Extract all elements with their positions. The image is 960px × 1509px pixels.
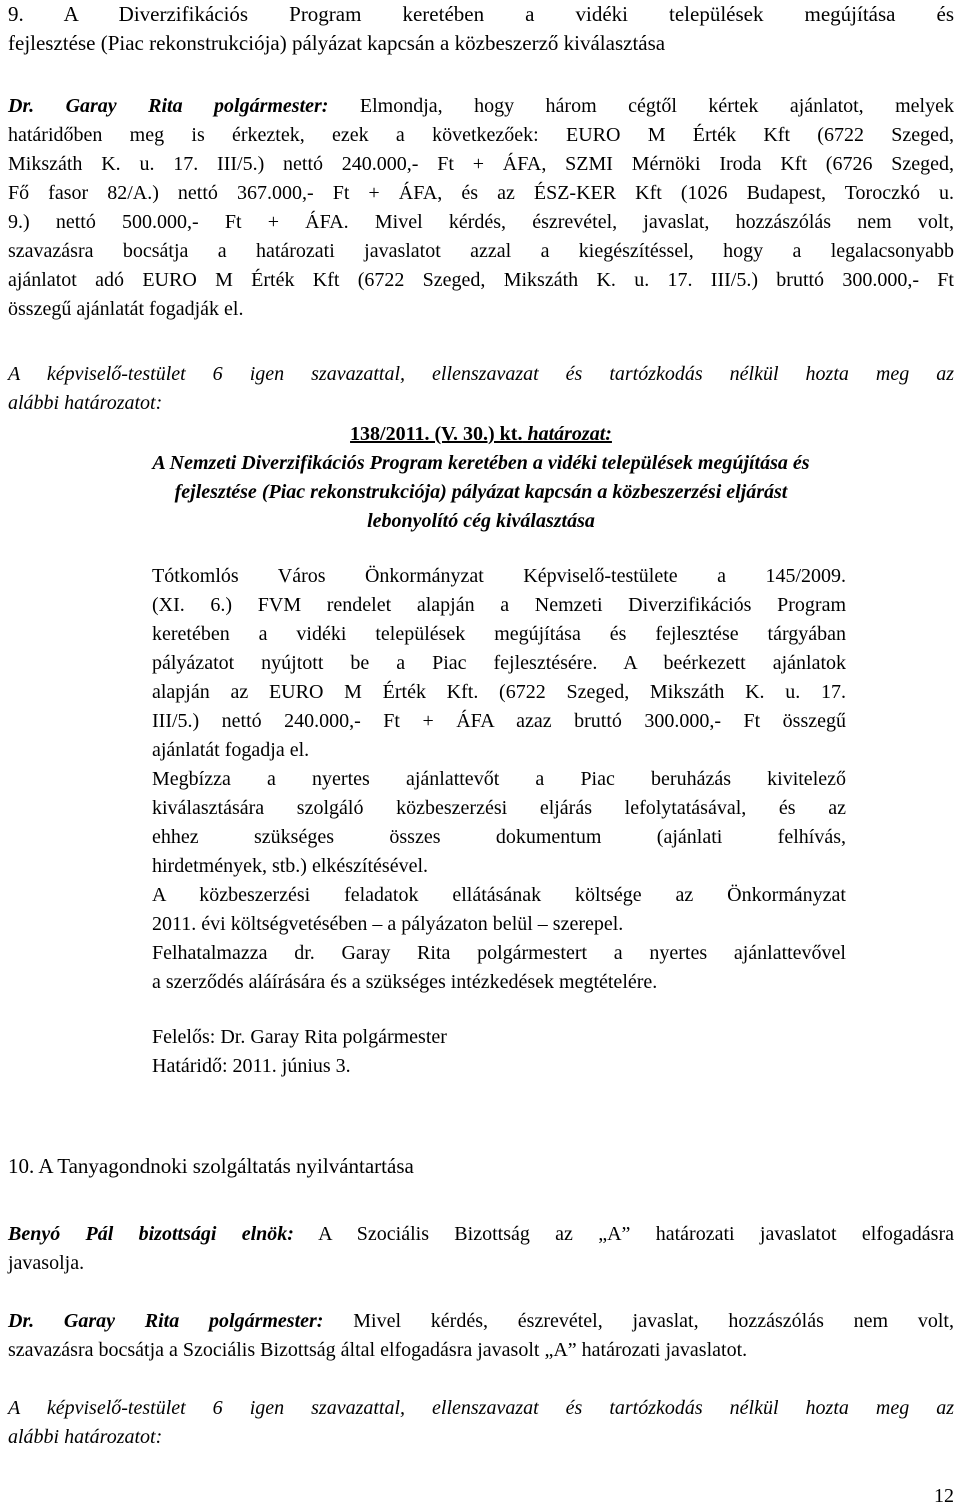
paragraph-line bbox=[8, 1220, 954, 1249]
paragraph-line bbox=[8, 1307, 954, 1336]
resolution-title-line: lebonyolító cég kiválasztása bbox=[367, 510, 595, 532]
resolution-body-line: A közbeszerzési feladatok ellátásának költsége az Önkormányzat bbox=[152, 884, 846, 906]
paragraph-line: 9.) nettó 500.000,- Ft + ÁFA. Mivel kérdés, észrevétel, javaslat, hozzászólás nem volt, bbox=[8, 211, 954, 233]
vote-line: alábbi határozatot: bbox=[8, 1426, 163, 1448]
paragraph-line: összegű ajánlatát fogadják el. bbox=[8, 298, 244, 320]
speaker-name: Dr. Garay Rita polgármester: bbox=[8, 95, 329, 117]
paragraph-line: ajánlatot adó EURO M Érték Kft (6722 Szeged, Mikszáth K. u. 17. III/5.) bruttó 300.000,- Ft bbox=[8, 269, 954, 291]
resolution-body-line: (XI. 6.) FVM rendelet alapján a Nemzeti Diverzifikációs Program bbox=[152, 594, 846, 616]
speaker-name: Dr. Garay Rita polgármester: bbox=[8, 1310, 324, 1332]
paragraph-text: Mivel kérdés, észrevétel, javaslat, hozzászólás nem volt, bbox=[323, 1310, 954, 1332]
deadline-line: Határidő: 2011. június 3. bbox=[152, 1055, 351, 1077]
paragraph-line: szavazásra bocsátja a Szociális Bizottság által elfogadásra javasolt „A” határozati javaslatot. bbox=[8, 1339, 748, 1361]
resolution-title-line: A Nemzeti Diverzifikációs Program keretében a vidéki települések megújítása és bbox=[152, 452, 810, 474]
resolution-body-line: Megbízza a nyertes ajánlattevőt a Piac beruházás kivitelező bbox=[152, 768, 846, 790]
resolution-body-line: hirdetmények, stb.) elkészítésével. bbox=[152, 855, 429, 877]
resolution-body-line: 2011. évi költségvetésében – a pályázaton belül – szerepel. bbox=[152, 913, 624, 935]
section-10-paragraph-1 bbox=[8, 1220, 954, 1278]
paragraph-text: A Szociális Bizottság az „A” határozati javaslatot elfogadásra bbox=[293, 1223, 955, 1245]
resolution-body-line: kiválasztására szolgáló közbeszerzési eljárás lefolytatásával, és az bbox=[152, 797, 846, 819]
paragraph-line bbox=[8, 92, 954, 121]
resolution-body-line: ajánlatát fogadja el. bbox=[152, 739, 310, 761]
vote-line: A képviselő-testület 6 igen szavazattal, ellenszavazat és tartózkodás nélkül hozta meg az bbox=[8, 1397, 954, 1419]
responsible-line: Felelős: Dr. Garay Rita polgármester bbox=[152, 1026, 447, 1048]
paragraph-line: határidőben meg is érkeztek, ezek a következőek: EURO M Érték Kft (6722 Szeged, bbox=[8, 124, 954, 146]
resolution-body-line: pályázatot nyújtott be a Piac fejlesztésére. A beérkezett ajánlatok bbox=[152, 652, 846, 674]
paragraph-line: Mikszáth K. u. 17. III/5.) nettó 240.000,- Ft + ÁFA, SZMI Mérnöki Iroda Kft (6726 Szeged, bbox=[8, 153, 954, 175]
resolution-body-line: ehhez szükséges összes dokumentum (ajánlati felhívás, bbox=[152, 826, 846, 848]
responsibility-block bbox=[152, 1023, 846, 1081]
section-10-title: 10. A Tanyagondnoki szolgáltatás nyilvántartása bbox=[8, 1154, 414, 1178]
resolution-body bbox=[152, 562, 846, 997]
resolution-title-line: fejlesztése (Piac rekonstrukciója) pályázat kapcsán a közbeszerzési eljárást bbox=[174, 481, 788, 503]
resolution-number-line bbox=[8, 420, 954, 449]
vote-line: alábbi határozatot: bbox=[8, 392, 163, 414]
vote-line: A képviselő-testület 6 igen szavazattal, ellenszavazat és tartózkodás nélkül hozta meg az bbox=[8, 363, 954, 385]
section-9-title-line: 9. A Diverzifikációs Program keretében a vidéki települések megújítása és bbox=[8, 2, 954, 26]
resolution-body-line: Tótkomlós Város Önkormányzat Képviselő-testülete a 145/2009. bbox=[152, 565, 846, 587]
resolution-number: 138/2011. (V. 30.) kt. bbox=[350, 423, 523, 445]
paragraph-text: Elmondja, hogy három cégtől kértek ajánlatot, melyek bbox=[328, 95, 954, 117]
resolution-body-line: a szerződés aláírására és a szükséges intézkedések megtételére. bbox=[152, 971, 658, 993]
paragraph-line: Fő fasor 82/A.) nettó 367.000,- Ft + ÁFA, és az ÉSZ-KER Kft (1026 Budapest, Toroczkó u. bbox=[8, 182, 954, 204]
section-10-heading bbox=[8, 1152, 954, 1181]
vote-statement bbox=[8, 360, 954, 418]
section-10-vote-statement bbox=[8, 1394, 954, 1452]
paragraph-line: javasolja. bbox=[8, 1252, 85, 1274]
resolution-body-line: alapján az EURO M Érték Kft. (6722 Szeged, Mikszáth K. u. 17. bbox=[152, 681, 846, 703]
section-9-title-line: fejlesztése (Piac rekonstrukciója) pályázat kapcsán a közbeszerző kiválasztása bbox=[8, 31, 666, 55]
page-number: 12 bbox=[934, 1485, 954, 1507]
section-9-paragraph bbox=[8, 92, 954, 324]
resolution-word: határozat: bbox=[522, 423, 612, 445]
section-10-paragraph-2 bbox=[8, 1307, 954, 1365]
section-9-heading bbox=[8, 0, 954, 58]
resolution-header bbox=[8, 420, 954, 536]
resolution-body-line: keretében a vidéki települések megújítása és fejlesztése tárgyában bbox=[152, 623, 846, 645]
resolution-body-line: III/5.) nettó 240.000,- Ft + ÁFA azaz bruttó 300.000,- Ft összegű bbox=[152, 710, 846, 732]
resolution-body-line: Felhatalmazza dr. Garay Rita polgármestert a nyertes ajánlattevővel bbox=[152, 942, 846, 964]
paragraph-line: szavazásra bocsátja a határozati javaslatot azzal a kiegészítéssel, hogy a legalacsonyabb bbox=[8, 240, 954, 262]
speaker-name: Benyó Pál bizottsági elnök: bbox=[8, 1223, 294, 1245]
